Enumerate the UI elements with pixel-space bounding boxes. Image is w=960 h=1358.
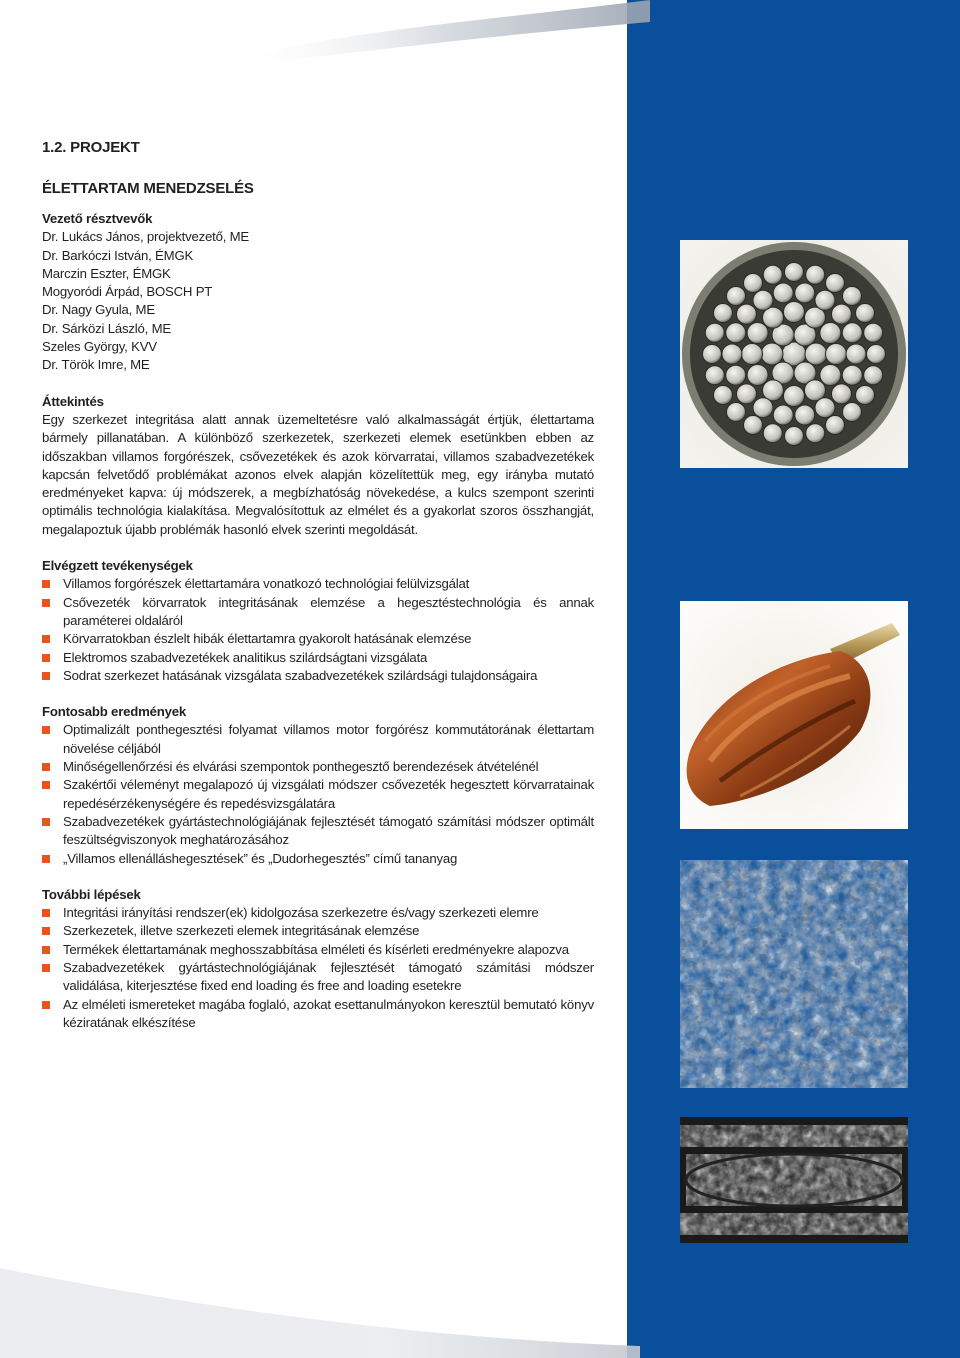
bullet-square-icon (42, 580, 50, 588)
weld-micrograph-photo (680, 860, 908, 1088)
bullet-square-icon (42, 855, 50, 863)
conductor-cross-section-photo (680, 240, 908, 468)
list-item: Az elméleti ismereteket magába foglaló, azokat esettanulmányokon keresztül bemutató könyv kéziratának elkészítése (42, 996, 594, 1033)
bullet-square-icon (42, 1001, 50, 1009)
bullet-square-icon (42, 927, 50, 935)
list-item: „Villamos ellenálláshegesztések” és „Dudorhegesztés” című tananyag (42, 850, 594, 868)
bullet-square-icon (42, 599, 50, 607)
bullet-square-icon (42, 909, 50, 917)
overview-heading: Áttekintés (42, 393, 104, 409)
motor-rotor-photo (680, 601, 908, 829)
participant-name: Szeles György, KVV (42, 339, 157, 355)
participant-name: Marczin Eszter, ÉMGK (42, 265, 171, 281)
bullet-square-icon (42, 781, 50, 789)
list-item: Optimalizált ponthegesztési folyamat villamos motor forgórész kommutátorának élettartam növelése céljából (42, 721, 594, 758)
list-item: Szabadvezetékek gyártástechnológiájának fejlesztését támogató számítási módszer optimált feszültségviszonyok meghatározásához (42, 813, 594, 850)
results-list (42, 721, 594, 867)
bullet-square-icon (42, 818, 50, 826)
participant-name: Dr. Sárközi László, ME (42, 320, 171, 336)
decorative-swoosh-bottom (0, 1268, 640, 1358)
participant-name: Dr. Nagy Gyula, ME (42, 302, 155, 318)
list-item: Szakértői véleményt megalapozó új vizsgálati módszer csővezeték hegesztett körvarratainak repedésérzékenységére és repedésvizsgálatára (42, 776, 594, 813)
list-item: Termékek élettartamának meghosszabbítása elméleti és kísérleti eredményekre alapozva (42, 941, 594, 959)
participant-name: Dr. Török Imre, ME (42, 357, 150, 373)
bullet-square-icon (42, 726, 50, 734)
list-item: Szerkezetek, illetve szerkezeti elemek integritásának elemzése (42, 922, 594, 940)
list-item: Szabadvezetékek gyártástechnológiájának fejlesztését támogató számítási módszer validálása, kiterjesztése fixed end loading és free and loading esetekre (42, 959, 594, 996)
participant-name: Dr. Barkóczi István, ÉMGK (42, 247, 194, 263)
overview-text: Egy szerkezet integritása alatt annak üzemeltetésre való alkalmasságát értjük, élettartama bármely pillanatában. A különböző szerkezetek, szerkezeti elemek esetünkben ebben az időszakban villamos forgórészek, csővezetékek és azok körvarratai, villamos szabadvezetékek kapcsán felvetődő problémákat azonos elvek alapján közelítettük meg, egy irányba mutató eredményeket kapva: új módszerek, a megbízhatóság növekedése, a kulcs szempont szerinti optimális technológia kialakítása. Megvalósítottuk az elmélet és a gyakorlat szoros összhangját, megalapoztuk újabb problémák hasonló elvek szerinti megoldását. (42, 411, 594, 537)
next-steps-list (42, 904, 594, 1032)
bullet-square-icon (42, 946, 50, 954)
bullet-square-icon (42, 964, 50, 972)
list-item: Sodrat szerkezet hatásának vizsgálata szabadvezetékek szilárdsági tulajdonságaira (42, 667, 594, 685)
bullet-square-icon (42, 672, 50, 680)
list-item: Integritási irányítási rendszer(ek) kidolgozása szerkezetre és/vagy szerkezeti elemre (42, 904, 594, 922)
participants-list (42, 228, 594, 374)
project-title: ÉLETTARTAM MENEDZSELÉS (42, 180, 254, 197)
participant-name: Dr. Lukács János, projektvezető, ME (42, 229, 250, 245)
activities-heading: Elvégzett tevékenységek (42, 558, 193, 574)
list-item: Elektromos szabadvezetékek analitikus szilárdságtani vizsgálata (42, 649, 594, 667)
list-item: Villamos forgórészek élettartamára vonatkozó technológiai felülvizsgálat (42, 575, 594, 593)
bullet-square-icon (42, 635, 50, 643)
list-item: Minőségellenőrzési és elvárási szempontok ponthegesztő berendezések átvételénél (42, 758, 594, 776)
list-item: Csővezeték körvarratok integritásának elemzése a hegesztéstechnológia és annak paraméterei oldaláról (42, 594, 594, 631)
participants-heading: Vezető résztvevők (42, 211, 153, 226)
main-content (42, 138, 594, 1032)
decorative-swoosh-top (230, 0, 650, 80)
list-item: Körvarratokban észlelt hibák élettartamra gyakorolt hatásának elemzése (42, 630, 594, 648)
bullet-square-icon (42, 763, 50, 771)
results-heading: Fontosabb eredmények (42, 704, 187, 720)
activities-list (42, 575, 594, 685)
participant-name: Mogyoródi Árpád, BOSCH PT (42, 284, 213, 300)
next-steps-heading: További lépések (42, 886, 141, 902)
project-number-title: 1.2. PROJEKT (42, 139, 140, 156)
bullet-square-icon (42, 654, 50, 662)
weld-cross-section-photo (680, 1117, 908, 1243)
